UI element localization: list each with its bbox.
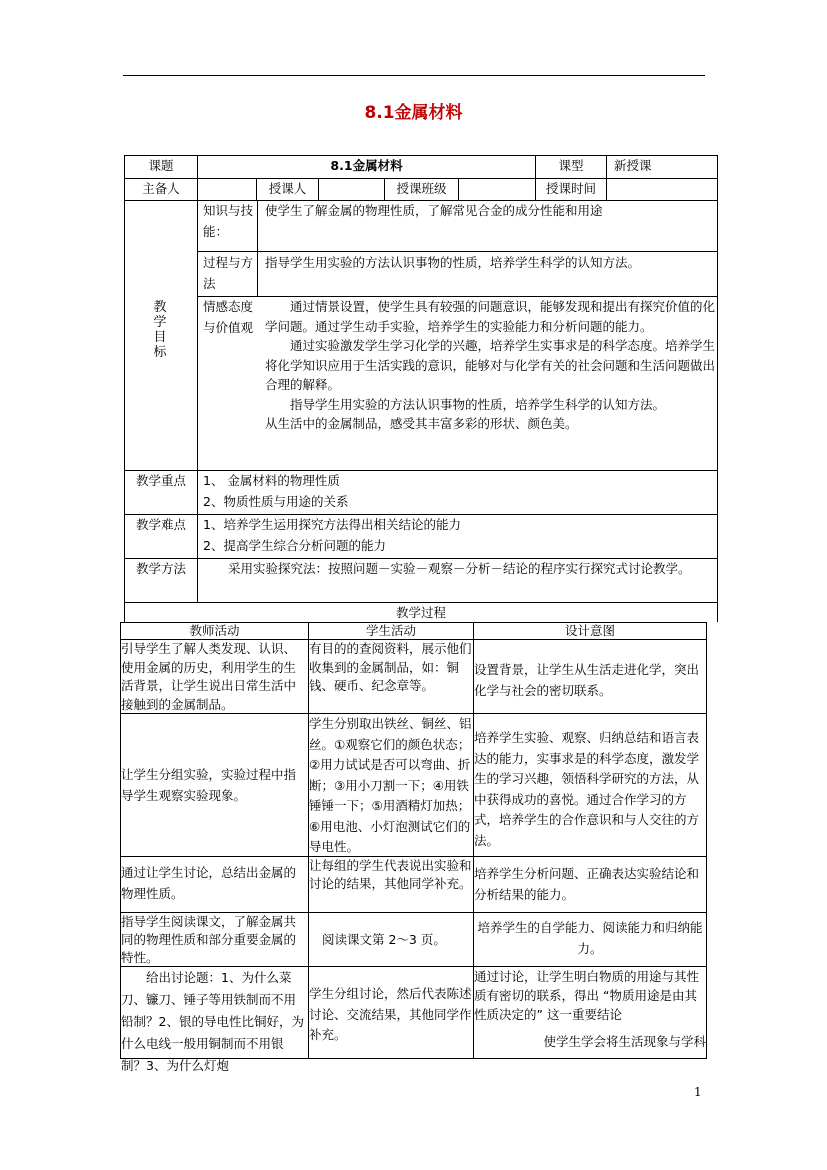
topic-label: 课题 — [148, 158, 174, 173]
difficulty-item: 2、提高学生综合分析问题的能力 — [203, 537, 386, 553]
table-row-3-student: 让每组的学生代表说出实验和讨论的结果，其他同学补充。 — [309, 858, 472, 891]
goals-label: 教学目标 — [153, 300, 167, 360]
difficulty-items — [203, 515, 713, 558]
page-number: 1 — [694, 1085, 702, 1099]
preparer-label: 主备人 — [142, 181, 180, 196]
process-title: 教学过程 — [395, 605, 446, 620]
table-row-2-design: 培养学生实验、观察、归纳总结和语言表达的能力，实事求是的科学态度，激发学生的学习兴趣，领悟科学研究的方法，从中获得成功的喜悦。通过合作学习的方式，培养学生的合作意识和与人交往的方法。 — [474, 730, 700, 848]
topic-value: 8.1金属材料 — [330, 158, 403, 173]
knowledge-text: 使学生了解金属的物理性质，了解常见合金的成分性能和用途 — [265, 203, 603, 218]
design-text: 通过讨论，让学生明白物质的用途与其性质有密切的联系，得出 “物质用途是由其性质决定的” 这一重要结论 — [474, 969, 700, 1022]
teacher-label: 授课人 — [268, 181, 307, 196]
emotion-text — [265, 297, 715, 469]
table-row-2-teacher: 让学生分组实验，实验过程中指导学生观察实验现象。 — [121, 767, 297, 803]
table-row-1-design: 设置背景，让学生从生活走进化学，突出化学与社会的密切联系。 — [474, 662, 700, 698]
design-text: 使学生学会将生活现象与学科 — [543, 1034, 706, 1049]
type-label: 课型 — [558, 158, 584, 173]
table-row-1-teacher: 引导学生了解人类发现、认识、使用金属的历史，利用学生的生活背景，让学生说出日常生活中接触到的金属制品。 — [121, 641, 297, 712]
table-row-5-student: 学生分组讨论，然后代表陈述讨论、交流结果，其他同学作补充。 — [309, 986, 472, 1042]
emotion-para: 通过实验激发学生学习化学的兴趣，培养学生实事求是的科学态度。培养学生将化学知识应用于生活实践的意识，能够对与化学有关的社会问题和生活问题做出合理的解释。 — [265, 338, 716, 392]
table-row-3-design: 培养学生分析问题、正确表达实验结论和分析结果的能力。 — [474, 866, 700, 902]
difficulty-label: 教学难点 — [135, 517, 186, 532]
table-row-5-design — [474, 967, 706, 1058]
header-rule — [123, 75, 705, 76]
focus-label: 教学重点 — [135, 473, 186, 488]
col-design-header: 设计意图 — [564, 623, 615, 638]
focus-item: 2、物质性质与用途的关系 — [203, 493, 349, 509]
focus-items — [203, 471, 713, 514]
difficulty-item: 1、培养学生运用探究方法得出相关结论的能力 — [203, 517, 461, 532]
process-label: 过程与方法 — [203, 255, 254, 291]
emotion-para: 从生活中的金属制品，感受其丰富多彩的形状、颜色美。 — [265, 416, 578, 431]
time-label: 授课时间 — [545, 181, 596, 196]
table-row-5-teacher: 给出讨论题：1、为什么菜刀、镰刀、锤子等用铁制而不用铅制？2、银的导电性比铜好，为什么电线一般用铜制而不用银制？3、为什么灯炮 — [121, 970, 304, 1073]
page-title: 8.1金属材料 — [364, 103, 463, 123]
col-teacher-header: 教师活动 — [189, 623, 240, 638]
class-label: 授课班级 — [396, 181, 447, 196]
knowledge-label: 知识与技能： — [203, 203, 254, 239]
emotion-para: 通过情景设置，使学生具有较强的问题意识，能够发现和提出有探究价值的化学问题。通过学生动手实验，培养学生的实验能力和分析问题的能力。 — [265, 299, 716, 334]
table-row-4-teacher: 指导学生阅读课文，了解金属共同的物理性质和部分重要金属的特性。 — [121, 914, 297, 965]
col-student-header: 学生活动 — [365, 623, 416, 638]
method-text: 采用实验探究法：按照问题－实验－观察－分析－结论的程序实行探究式讨论教学。 — [228, 561, 691, 576]
table-row-4-student: 阅读课文第 2～3 页。 — [322, 932, 446, 947]
table-row-4-design: 培养学生的自学能力、阅读能力和归纳能力。 — [477, 920, 703, 956]
table-row-3-teacher: 通过让学生讨论，总结出金属的物理性质。 — [121, 865, 297, 901]
method-label: 教学方法 — [135, 561, 186, 576]
emotion-label: 情感态度与价值观 — [203, 299, 254, 335]
process-text: 指导学生用实验的方法认识事物的性质，培养学生科学的认知方法。 — [265, 255, 641, 270]
focus-item: 1、 金属材料的物理性质 — [203, 473, 340, 488]
table-row-2-student: 学生分别取出铁丝、铜丝、铝丝。①观察它们的颜色状态；②用力试试是否可以弯曲、折断；③用小刀割一下；④用铁锤锤一下；⑤用酒精灯加热；⑥用电池、小灯泡测试它们的导电性。 — [309, 716, 472, 854]
type-value: 新授课 — [614, 158, 652, 173]
table-row-1-student: 有目的的查阅资料，展示他们收集到的金属制品，如：铜钱、硬币、纪念章等。 — [309, 641, 472, 693]
emotion-para: 指导学生用实验的方法认识事物的性质，培养学生科学的认知方法。 — [290, 396, 666, 412]
